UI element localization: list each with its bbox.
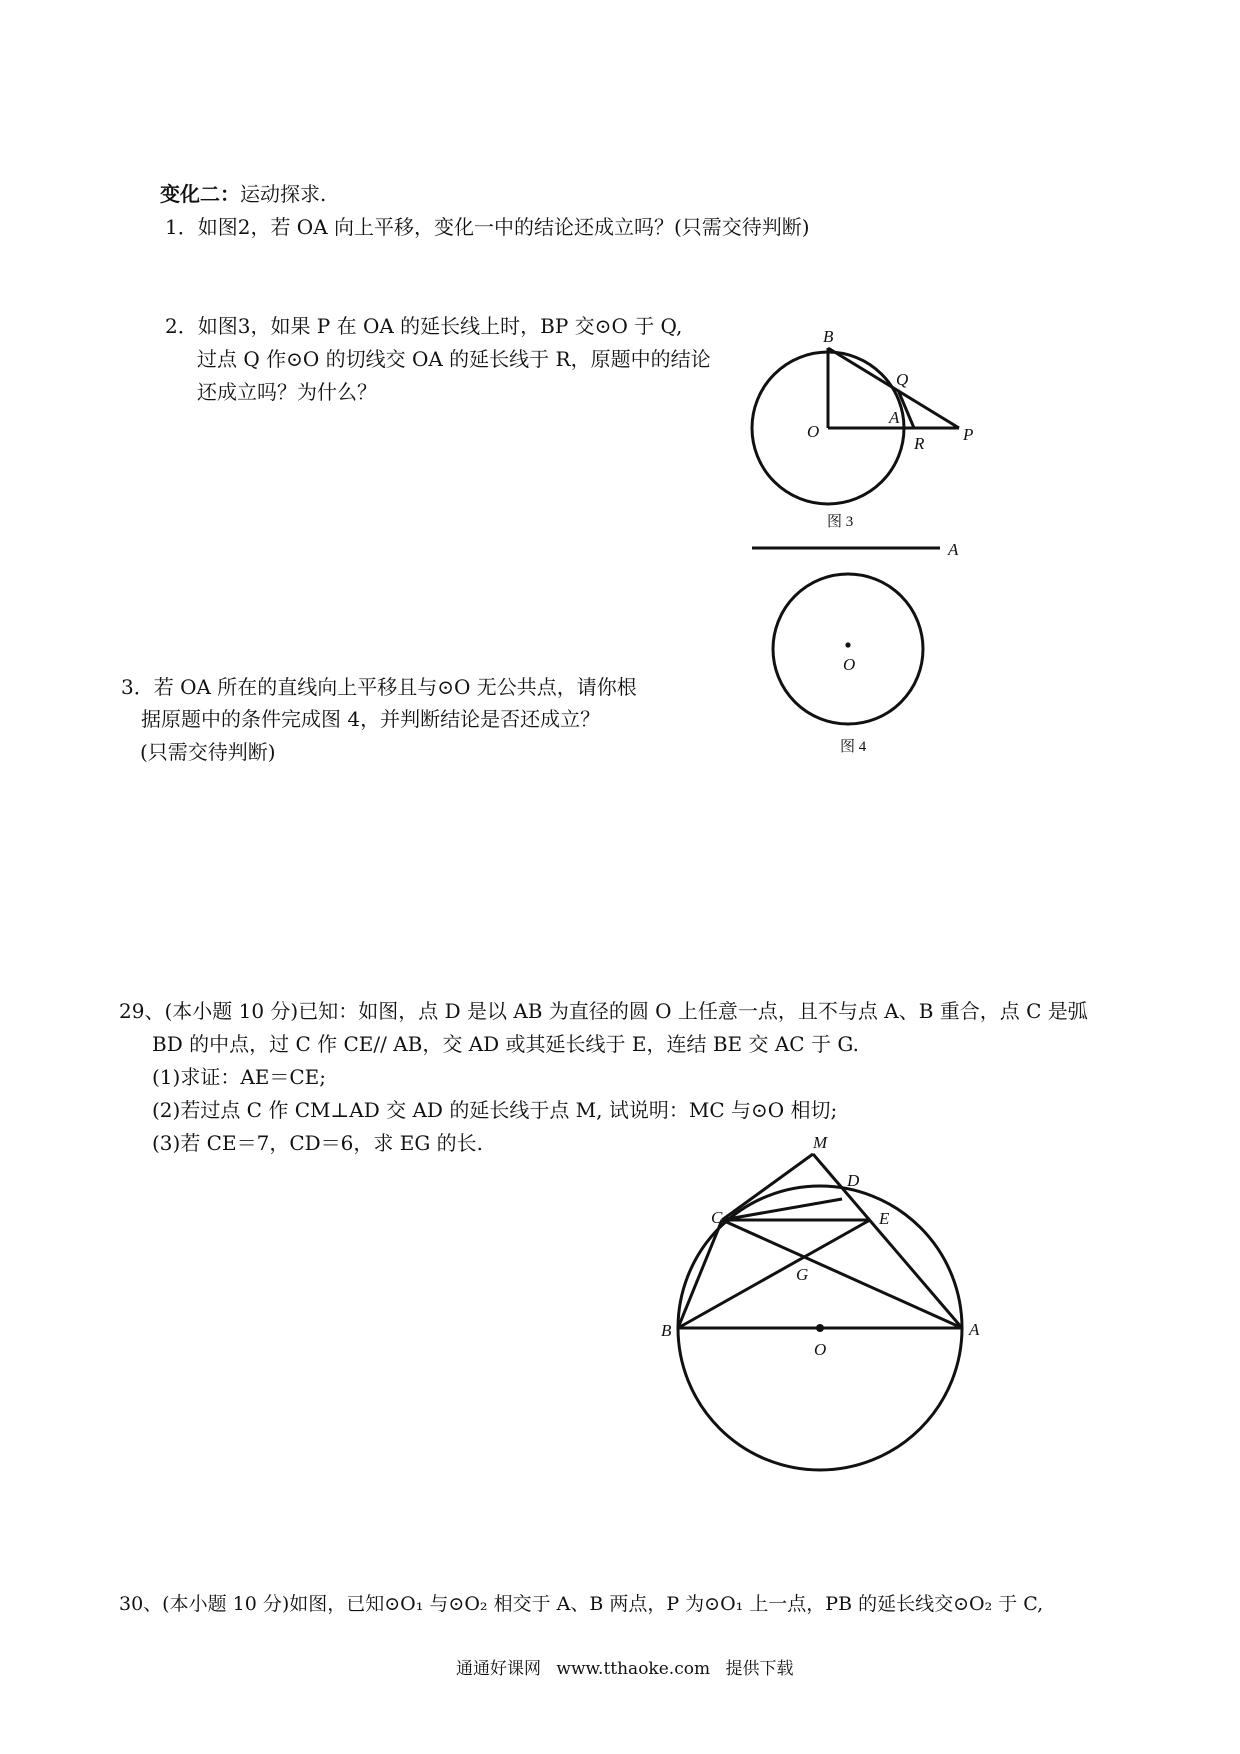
section-title-rest: 运动探求. — [240, 182, 327, 206]
fig29-label-A: A — [969, 1320, 980, 1339]
fig29-label-G: G — [796, 1265, 809, 1284]
fig29-line-CB — [678, 1220, 722, 1328]
fig4-label-A: A — [948, 540, 959, 559]
fig3-caption: 图 3 — [827, 514, 854, 530]
fig3-label-B: B — [823, 327, 834, 346]
question-2-line-2: 过点 Q 作⊙O 的切线交 OA 的延长线于 R，原题中的结论 — [197, 347, 711, 371]
fig29-label-M: M — [813, 1133, 828, 1152]
fig3-label-Q: Q — [896, 370, 909, 389]
fig3-label-R: R — [914, 434, 925, 453]
fig29-label-C: C — [711, 1208, 723, 1227]
fig4-circle — [773, 574, 923, 724]
problem-29-line-2: BD 的中点，过 C 作 CE// AB，交 AD 或其延长线于 E，连结 BE 交 AC 于 G. — [152, 1032, 859, 1056]
fig29-center-dot — [816, 1324, 824, 1332]
problem-30-line-1: 30、(本小题 10 分)如图，已知⊙O₁ 与⊙O₂ 相交于 A、B 两点，P 为⊙O₁ 上一点，PB 的延长线交⊙O₂ 于 C, — [119, 1593, 1044, 1615]
problem-29-part-2: (2)若过点 C 作 CM⊥AD 交 AD 的延长线于点 M, 试说明：MC 与⊙O 相切; — [152, 1098, 838, 1122]
fig3-label-O: O — [807, 422, 820, 441]
footer-url: www.tthaoke.com — [556, 1659, 711, 1679]
question-3-line-1: 3．若 OA 所在的直线向上平移且与⊙O 无公共点，请你根 — [121, 675, 637, 699]
fig29-label-O: O — [814, 1340, 827, 1359]
fig29-label-E: E — [879, 1209, 890, 1228]
problem-29-part-1: (1)求证：AE＝CE; — [152, 1065, 327, 1089]
fig4-center-dot — [845, 642, 850, 647]
fig3-label-A: A — [889, 408, 900, 427]
question-2-line-1: 2．如图3，如果 P 在 OA 的延长线上时，BP 交⊙O 于 Q, — [165, 314, 683, 338]
question-1: 1．如图2，若 OA 向上平移，变化一中的结论还成立吗？(只需交待判断) — [165, 215, 810, 239]
footer-site-name: 通通好课网 — [456, 1659, 541, 1679]
question-3-line-3: (只需交待判断) — [140, 740, 276, 764]
fig4-label-O: O — [843, 655, 856, 674]
question-2-line-3: 还成立吗？为什么？ — [197, 380, 377, 404]
section-title: 变化二： — [160, 182, 240, 206]
fig29-label-D: D — [847, 1171, 860, 1190]
fig3-label-P: P — [963, 425, 974, 444]
problem-29-line-1: 29、(本小题 10 分)已知：如图，点 D 是以 AB 为直径的圆 O 上任意一点，且不与点 A、B 重合，点 C 是弧 — [119, 999, 1088, 1023]
footer — [456, 1656, 793, 1682]
fig29-label-B: B — [661, 1321, 672, 1340]
question-3-line-2: 据原题中的条件完成图 4，并判断结论是否还成立？ — [141, 707, 601, 731]
problem-29-part-3: (3)若 CE＝7，CD＝6，求 EG 的长. — [152, 1131, 484, 1155]
fig4-caption: 图 4 — [840, 739, 867, 755]
footer-note: 提供下载 — [725, 1659, 794, 1679]
